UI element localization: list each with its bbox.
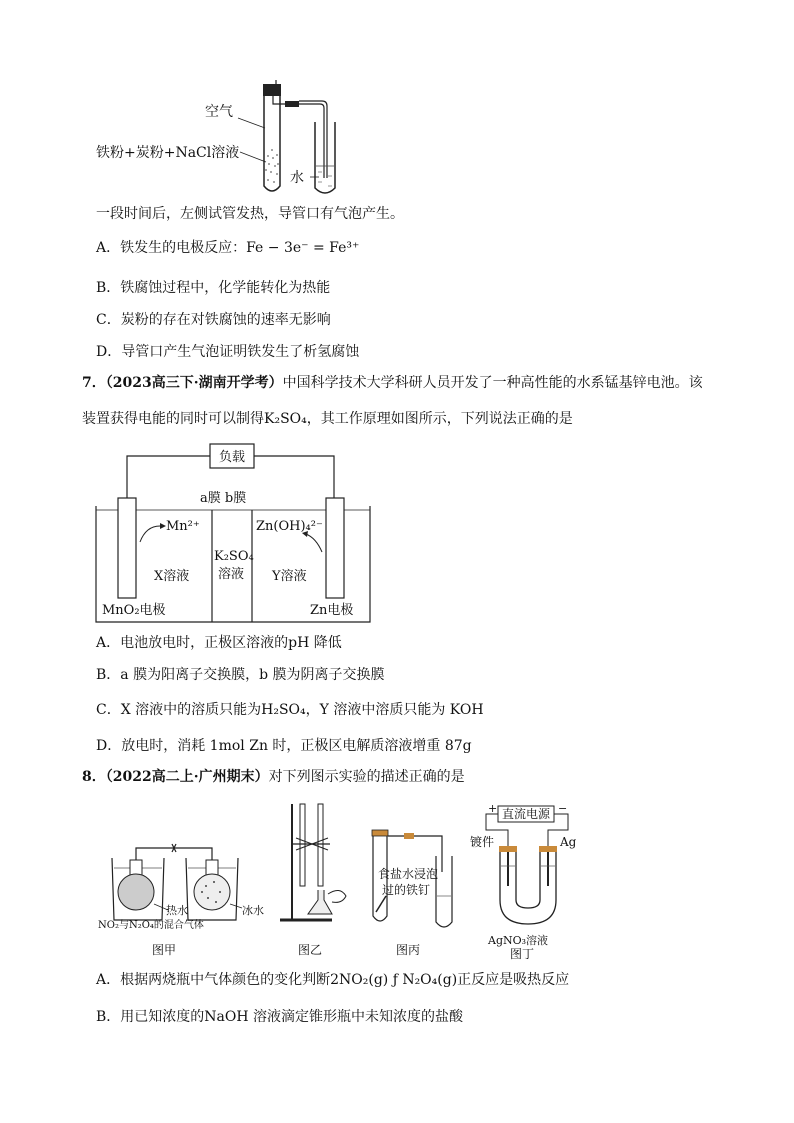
q8-header xyxy=(82,768,465,786)
q8-caption-yi: 图乙 xyxy=(298,943,323,957)
q8-source: （2022高二上·广州期末） xyxy=(105,769,269,785)
q6-apparatus-figure xyxy=(90,78,350,198)
q6-option-b[interactable]: B．铁腐蚀过程中，化学能转化为热能 xyxy=(96,280,331,296)
q7-zn-electrode-label: Zn电极 xyxy=(310,603,354,618)
q7-source: （2023高三下·湖南开学考） xyxy=(105,375,283,391)
q6-stem: 一段时间后，左侧试管发热，导管口有气泡产生。 xyxy=(96,206,404,222)
q6-option-a[interactable]: A．铁发生的电极反应：Fe − 3e⁻ = Fe³⁺ xyxy=(96,240,360,256)
q7-line2: 装置获得电能的同时可以制得K₂SO₄，其工作原理如图所示，下列说法正确的是 xyxy=(82,411,573,427)
q8-minus-label: − xyxy=(558,802,568,815)
q7-line1: 中国科学技术大学科研人员开发了一种高性能的水系锰基锌电池。该 xyxy=(282,375,703,391)
q7-zn-ion-label: Zn(OH)₄²⁻ xyxy=(256,519,323,534)
q7-option-d[interactable]: D．放电时，消耗 1mol Zn 时，正极区电解质溶液增重 87g xyxy=(96,738,472,754)
q8-plated-label: 镀件 xyxy=(470,835,495,849)
q8-plus-label: + xyxy=(488,802,498,815)
q8-brine-label-1: 食盐水浸泡 xyxy=(378,867,439,881)
q6-water-label: 水 xyxy=(290,170,304,186)
q8-option-b[interactable]: B．用已知浓度的NaOH 溶液滴定锥形瓶中未知浓度的盐酸 xyxy=(96,1009,464,1025)
q7-k2so4-solution-label: 溶液 xyxy=(218,567,245,582)
q7-header xyxy=(82,374,703,392)
q7-x-solution-label: X溶液 xyxy=(154,569,190,584)
q7-membranes-label: a膜 b膜 xyxy=(200,491,247,506)
q8-brine-label-2: 过的铁钉 xyxy=(382,883,431,897)
q8-figure-bing xyxy=(360,826,470,960)
q8-figure-ding xyxy=(466,800,596,960)
q8-figure-yi xyxy=(266,800,366,960)
q6-option-d[interactable]: D．导管口产生气泡证明铁发生了析氢腐蚀 xyxy=(96,344,360,360)
q8-ag-label: Ag xyxy=(560,835,577,849)
q6-mixture-label: 铁粉+炭粉+NaCl溶液 xyxy=(96,145,240,161)
q8-gas-label: NO₂与N₂O₄的混合气体 xyxy=(98,920,204,931)
q7-battery-figure xyxy=(94,440,374,625)
q6-option-c[interactable]: C．炭粉的存在对铁腐蚀的速率无影响 xyxy=(96,312,331,328)
q8-hot-water-label: 热水 xyxy=(166,904,188,917)
q8-number: 8． xyxy=(82,769,106,785)
q7-number: 7． xyxy=(82,375,106,391)
q8-option-a[interactable]: A．根据两烧瓶中气体颜色的变化判断2NO₂(g) ƒ N₂O₄(g)正反应是吸热反应 xyxy=(96,972,570,988)
q7-mno2-electrode-label: MnO₂电极 xyxy=(102,603,166,618)
q8-figure-jia xyxy=(96,820,276,960)
q7-option-c[interactable]: C．X 溶液中的溶质只能为H₂SO₄，Y 溶液中溶质只能为 KOH xyxy=(96,702,484,718)
q7-k2so4-label: K₂SO₄ xyxy=(214,549,254,564)
q8-caption-ding: 图丁 xyxy=(510,947,535,960)
q8-ice-water-label: 冰水 xyxy=(242,904,264,917)
q8-agno3-label: AgNO₃溶液 xyxy=(488,934,549,947)
q8-power-label: 直流电源 xyxy=(501,807,551,821)
q7-load-label: 负载 xyxy=(218,450,246,465)
q8-caption-bing: 图丙 xyxy=(396,943,421,957)
q7-mn-ion-label: Mn²⁺ xyxy=(166,519,200,534)
q7-y-solution-label: Y溶液 xyxy=(272,569,307,584)
q7-option-b[interactable]: B．a 膜为阳离子交换膜，b 膜为阴离子交换膜 xyxy=(96,667,385,683)
q6-air-label: 空气 xyxy=(205,104,233,120)
q8-line1: 对下列图示实验的描述正确的是 xyxy=(268,769,465,785)
q8-caption-jia: 图甲 xyxy=(152,943,177,957)
q7-option-a[interactable]: A．电池放电时，正极区溶液的pH 降低 xyxy=(96,635,342,651)
